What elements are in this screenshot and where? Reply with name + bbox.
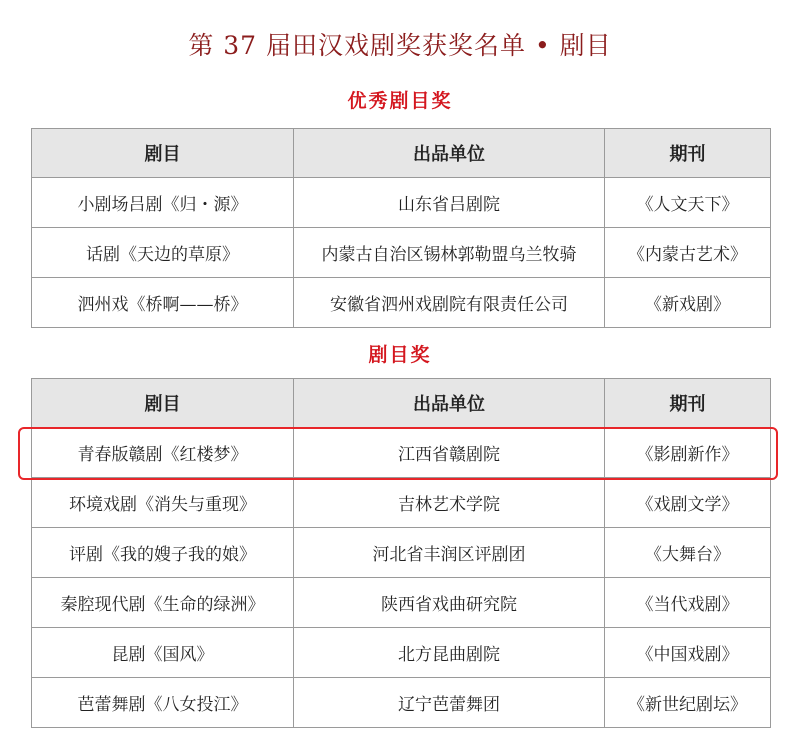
cell-repertoire: 泗州戏《桥啊——桥》: [32, 278, 294, 328]
section-title-repertoire: 剧目奖: [368, 344, 432, 366]
cell-producer: 内蒙古自治区锡林郭勒盟乌兰牧骑: [294, 228, 605, 278]
section-title-excellent-repertoire: 优秀剧目奖: [347, 90, 453, 112]
cell-producer: 河北省丰润区评剧团: [294, 528, 605, 578]
cell-journal: 《新世纪剧坛》: [605, 678, 771, 728]
cell-repertoire: 小剧场吕剧《归・源》: [32, 178, 294, 228]
cell-journal: 《影剧新作》: [605, 428, 771, 478]
cell-producer: 吉林艺术学院: [294, 478, 605, 528]
cell-repertoire: 芭蕾舞剧《八女投江》: [32, 678, 294, 728]
table-header-row: [32, 129, 771, 178]
cell-journal: 《内蒙古艺术》: [605, 228, 771, 278]
header-producer: 出品单位: [294, 379, 605, 428]
table-row: [32, 678, 771, 728]
cell-repertoire: 话剧《天边的草原》: [32, 228, 294, 278]
header-repertoire: 剧目: [32, 129, 294, 178]
cell-journal: 《新戏剧》: [605, 278, 771, 328]
header-journal: 期刊: [605, 379, 771, 428]
cell-repertoire: 环境戏剧《消失与重现》: [32, 478, 294, 528]
table-row: [32, 178, 771, 228]
cell-journal: 《大舞台》: [605, 528, 771, 578]
cell-journal: 《戏剧文学》: [605, 478, 771, 528]
cell-repertoire: 秦腔现代剧《生命的绿洲》: [32, 578, 294, 628]
cell-journal: 《人文天下》: [605, 178, 771, 228]
header-repertoire: 剧目: [32, 379, 294, 428]
table-row: [32, 478, 771, 528]
cell-producer: 陕西省戏曲研究院: [294, 578, 605, 628]
cell-producer: 北方昆曲剧院: [294, 628, 605, 678]
cell-journal: 《当代戏剧》: [605, 578, 771, 628]
page-title: 第 37 届田汉戏剧奖获奖名单 • 剧目: [188, 31, 612, 60]
table-row: [32, 278, 771, 328]
cell-repertoire: 昆剧《国风》: [32, 628, 294, 678]
cell-producer: 山东省吕剧院: [294, 178, 605, 228]
table-row: [32, 528, 771, 578]
cell-producer: 安徽省泗州戏剧院有限责任公司: [294, 278, 605, 328]
table-row: [32, 228, 771, 278]
excellent-repertoire-table: [31, 128, 771, 328]
cell-producer: 江西省赣剧院: [294, 428, 605, 478]
header-producer: 出品单位: [294, 129, 605, 178]
cell-repertoire: 评剧《我的嫂子我的娘》: [32, 528, 294, 578]
cell-journal: 《中国戏剧》: [605, 628, 771, 678]
cell-producer: 辽宁芭蕾舞团: [294, 678, 605, 728]
table-row: [32, 578, 771, 628]
table-row: [32, 428, 771, 478]
cell-repertoire: 青春版赣剧《红楼梦》: [32, 428, 294, 478]
table-row: [32, 628, 771, 678]
repertoire-award-table: [31, 378, 771, 728]
header-journal: 期刊: [605, 129, 771, 178]
table-header-row: [32, 379, 771, 428]
